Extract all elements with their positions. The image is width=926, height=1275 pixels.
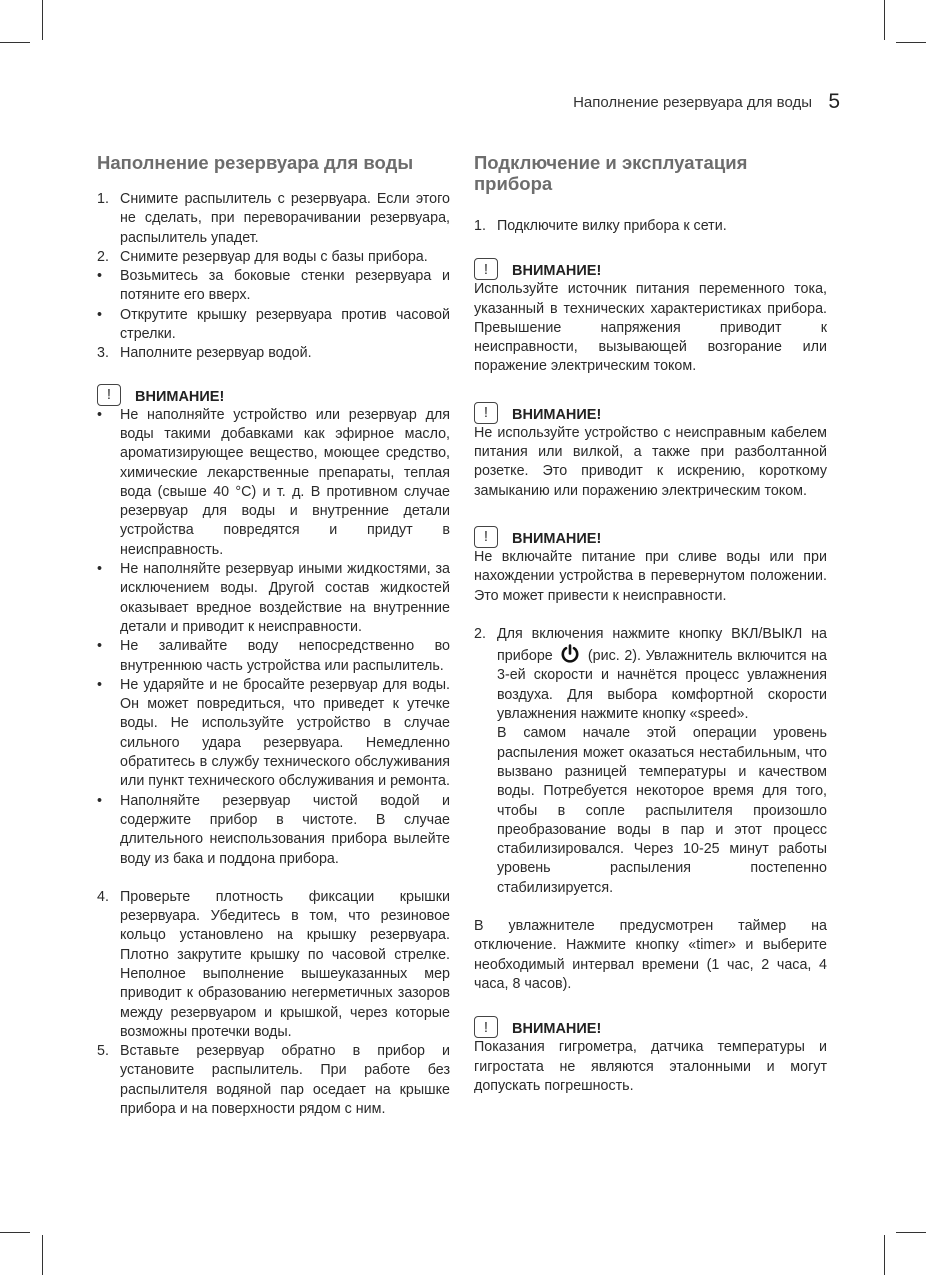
left-column [97,152,450,1119]
crop-mark [0,42,30,43]
warning-box-icon: ! [474,258,498,280]
warning-box-icon: ! [474,526,498,548]
crop-mark [0,1232,30,1233]
warning-heading [474,526,827,548]
filling-steps-continued [97,888,450,1120]
list-item: 2. Снимите резервуар для воды с базы прибора. [97,248,428,265]
warning-text: Не используйте устройство с неисправным кабелем питания или вилкой, а также при разболтанной розетке. Это приводит к искрению, короткому замыканию или поражению электрическим током. [474,424,827,499]
section-title-connection: Подключение и эксплуатация прибора [474,152,748,194]
crop-mark [896,1232,926,1233]
warning-label: ВНИМАНИЕ! [512,406,602,423]
list-item: • Открутите крышку резервуара против часовой стрелки. [97,306,450,343]
list-item: 5. Вставьте резервуар обратно в прибор и установите распылитель. При работе без распылителя водяной пар оседает на крышке прибора и на поверхности рядом с ним. [97,1043,450,1118]
list-item: • Наполняйте резервуар чистой водой и содержите прибор в чистоте. В случае длительного неиспользования прибора вылейте воду из бака и поддона прибора. [97,792,450,867]
timer-paragraph: В увлажнителе предусмотрен таймер на отключение. Нажмите кнопку «timer» и выберите необходимый интервал времени (1 час, 2 часа, 4 часа, 8 часов). [474,918,827,992]
filling-steps [97,190,450,364]
right-column [474,152,827,1096]
crop-mark [42,0,43,40]
list-item: • Не заливайте воду непосредственно во внутреннюю часть устройства или распылитель. [97,638,450,674]
list-item: • Возьмитесь за боковые стенки резервуара и потяните его вверх. [97,268,450,304]
crop-mark [884,1235,885,1275]
page-number: 5 [828,90,840,113]
power-icon [560,644,580,664]
list-item: 2. Для включения нажмите кнопку ВКЛ/ВЫКЛ на приборе (рис. 2). Увлажнитель включится на 3-ей скорости и начнётся процесс увлажнения воздуха. Для выбора комфортной скорости увлажнения нажмите кнопку «speed». В самом начале этой операции уровень распыления может оказаться нестабильным, что вызвано разницей температуры и качеством воды. Потребуется некоторое время для того, чтобы в сопле распылителя произошло преобразование воды в пар и этот процесс стабилизировался. Через 10-25 минут работы уровень распыления постепенно стабилизируется. [474,625,828,896]
warning-heading [474,1016,827,1038]
list-item: 4. Проверьте плотность фиксации крышки резервуара. Убедитесь в том, что резиновое кольцо установлено на крышку резервуара. Плотно закрутите крышку по часовой стрелке. Неполное выполнение вышеуказанных мер приводит к образованию негерметичных зазоров между резервуаром и крышкой, через которые возможны протечки воды. [97,888,450,1040]
warning-bullets [97,406,450,869]
crop-mark [896,42,926,43]
step2-continuation: В самом начале этой операции уровень распыления может оказаться нестабильным, что вызвано разницей температуры и качеством воды. Потребуется некоторое время для того, чтобы в сопле распылителя произошло преобразование воды в пар и этот процесс стабилизировался. Через 10-25 минут работы уровень распыления постепенно стабилизируется. [497,725,827,896]
list-item: 1. Подключите вилку прибора к сети. [474,218,727,234]
warning-label: ВНИМАНИЕ! [135,388,225,405]
list-item: • Не наполняйте устройство или резервуар для воды такими добавками как эфирное масло, ароматизирующее вещество, моющее средство, химические лекарственные препараты, теплая вода (свыше 40 °С) и т. д. В противном случае резервуар для воды и внутренние детали устройства повредятся и придут в неисправность. [97,406,450,558]
warning-label: ВНИМАНИЕ! [512,263,602,280]
warning-box-icon: ! [474,402,498,424]
list-item: • Не ударяйте и не бросайте резервуар для воды. Он может повредиться, что приведет к утечке воды. Не используйте устройство в случае сильного удара резервуара. Немедленно обратитесь в службу технического обслуживания или пункт технического обслуживания и ремонта. [97,676,450,790]
warning-heading [474,258,827,280]
list-item: • Не наполняйте резервуар иными жидкостями, за исключением воды. Другой состав жидкостей оказывает вредное воздействие на внутренние детали и приводит к неисправности. [97,561,450,635]
warning-box-icon: ! [474,1016,498,1038]
list-item: 1. Снимите распылитель с резервуара. Если этого не сделать, при переворачивании резервуара, распылитель упадет. [97,191,450,246]
running-header: Наполнение резервуара для воды [573,94,812,111]
warning-label: ВНИМАНИЕ! [512,530,602,547]
crop-mark [42,1235,43,1275]
list-item: 3. Наполните резервуар водой. [97,345,312,362]
warning-heading [97,384,450,406]
step2-text-end: (рис. 2). Увлажнитель включится на 3-ей скорости и начнётся процесс увлажнения воздуха. Для выбора комфортной скорости увлажнения нажмите кнопку «speed». [497,648,828,723]
warning-heading [474,402,827,424]
warning-box-icon: ! [97,384,121,406]
section-title-filling: Наполнение резервуара для воды [97,152,414,173]
crop-mark [884,0,885,40]
warning-text: Показания гигрометра, датчика температуры и гигростата не являются эталонными и могут допускать погрешность. [474,1039,827,1094]
warning-text: Используйте источник питания переменного тока, указанный в технических характеристиках прибора. Превышение напряжения приводит к неисправности, вызывающей возгорание или поражение электрическим током. [474,281,827,375]
warning-text: Не включайте питание при сливе воды или при нахождении устройства в перевернутом положении. Это может привести к неисправности. [474,548,827,604]
step2-text-start: Для включения нажмите кнопку ВКЛ/ВЫКЛ на приборе [497,625,827,665]
warning-label: ВНИМАНИЕ! [512,1021,602,1038]
